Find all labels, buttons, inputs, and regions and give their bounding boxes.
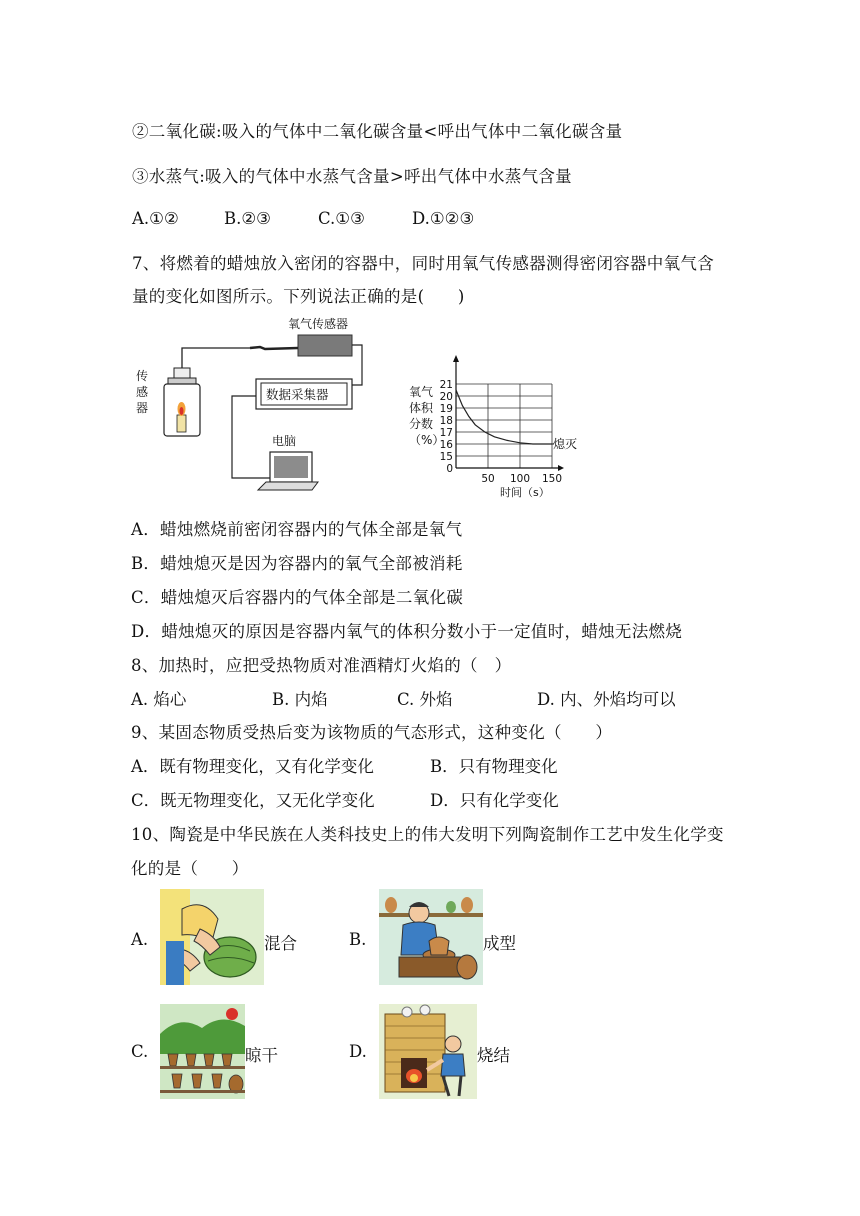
y-tick-label: 17 [439, 427, 453, 439]
q7-stem-line2: 量的变化如图所示。下列说法正确的是( ) [132, 287, 465, 306]
q6-option-d[interactable]: D.①②③ [412, 209, 475, 228]
q9-option-d[interactable]: D．只有化学变化 [430, 791, 559, 810]
side-label-2: 感 [136, 385, 149, 399]
y-tick-label: 15 [439, 451, 453, 463]
y-axis-label-line: 氧气 [409, 385, 434, 399]
q8-option-b[interactable]: B. 内焰 [272, 690, 328, 709]
q7-stem-line1: 7、将燃着的蜡烛放入密闭的容器中，同时用氧气传感器测得密闭容器中氧气含 [132, 254, 714, 273]
x-tick-label: 150 [541, 473, 563, 485]
q8-option-d[interactable]: D. 内、外焰均可以 [537, 690, 676, 709]
drying-pottery-illustration [160, 1004, 245, 1099]
side-label-3: 器 [136, 401, 149, 415]
oxygen-sensor-apparatus-figure [130, 312, 390, 490]
q10-option-c-label: 晾干 [245, 1046, 278, 1065]
origin-label: 0 [446, 463, 453, 475]
extinguish-annotation: 熄灭 [553, 437, 578, 451]
firing-kiln-illustration [379, 1004, 477, 1099]
q10-option-d-label: 烧结 [477, 1046, 510, 1065]
q10-stem-line1: 10、陶瓷是中华民族在人类科技史上的伟大发明下列陶瓷制作工艺中发生化学变 [131, 825, 724, 844]
q6-option-b[interactable]: B.②③ [224, 209, 271, 228]
y-axis-label-line: 分数 [409, 417, 434, 431]
q6-option-c[interactable]: C.①③ [318, 209, 365, 228]
mixing-clay-illustration [160, 889, 264, 985]
x-axis-label: 时间（s） [500, 486, 550, 499]
y-axis-label-line: （%） [409, 433, 445, 447]
q6-option-a[interactable]: A.①② [132, 209, 179, 228]
q10-stem-line2: 化的是（ ） [131, 859, 249, 878]
y-tick-label: 16 [439, 439, 453, 451]
q8-option-c[interactable]: C. 外焰 [397, 690, 453, 709]
shaping-pottery-illustration [379, 889, 483, 985]
sensor-label: 氧气传感器 [288, 317, 349, 331]
y-axis-arrow [453, 355, 459, 362]
y-tick-label: 18 [439, 415, 453, 427]
q10-option-d-letter[interactable]: D. [349, 1042, 367, 1061]
statement-co2: ②二氧化碳:吸入的气体中二氧化碳含量<呼出气体中二氧化碳含量 [132, 122, 623, 141]
q10-option-b-label: 成型 [483, 934, 516, 953]
q8-stem: 8、加热时，应把受热物质对准酒精灯火焰的（ ） [131, 656, 512, 675]
q7-option-b[interactable]: B．蜡烛熄灭是因为容器内的氧气全部被消耗 [131, 554, 463, 573]
computer-label: 电脑 [272, 434, 297, 448]
q9-stem: 9、某固态物质受热后变为该物质的气态形式，这种变化（ ） [131, 723, 613, 742]
q10-option-a-letter[interactable]: A. [131, 930, 149, 949]
q9-option-c[interactable]: C．既无物理变化，又无化学变化 [131, 791, 375, 810]
q10-option-a-label: 混合 [264, 934, 297, 953]
y-tick-label: 21 [439, 379, 453, 391]
x-tick-label: 100 [509, 473, 531, 485]
q8-option-a[interactable]: A. 焰心 [131, 690, 187, 709]
q9-option-b[interactable]: B．只有物理变化 [430, 757, 558, 776]
q7-option-a[interactable]: A．蜡烛燃烧前密闭容器内的气体全部是氧气 [131, 520, 463, 539]
statement-water-vapor: ③水蒸气:吸入的气体中水蒸气含量>呼出气体中水蒸气含量 [132, 167, 572, 186]
y-axis-label-line: 体积 [409, 401, 434, 415]
collector-label: 数据采集器 [266, 387, 329, 402]
y-tick-label: 19 [439, 403, 453, 415]
q9-option-a[interactable]: A．既有物理变化，又有化学变化 [131, 757, 374, 776]
q10-option-c-letter[interactable]: C. [131, 1042, 149, 1061]
q10-option-b-letter[interactable]: B. [349, 930, 367, 949]
oxygen-volume-chart [406, 352, 578, 500]
x-axis-arrow [558, 465, 564, 471]
y-tick-label: 20 [439, 391, 453, 403]
oxygen-series-line [456, 390, 552, 444]
q7-option-c[interactable]: C．蜡烛熄灭后容器内的气体全部是二氧化碳 [131, 588, 464, 607]
side-label-1: 传 [136, 369, 149, 383]
x-tick-label: 50 [481, 473, 495, 485]
q7-option-d[interactable]: D．蜡烛熄灭的原因是容器内氧气的体积分数小于一定值时，蜡烛无法燃烧 [131, 622, 683, 641]
